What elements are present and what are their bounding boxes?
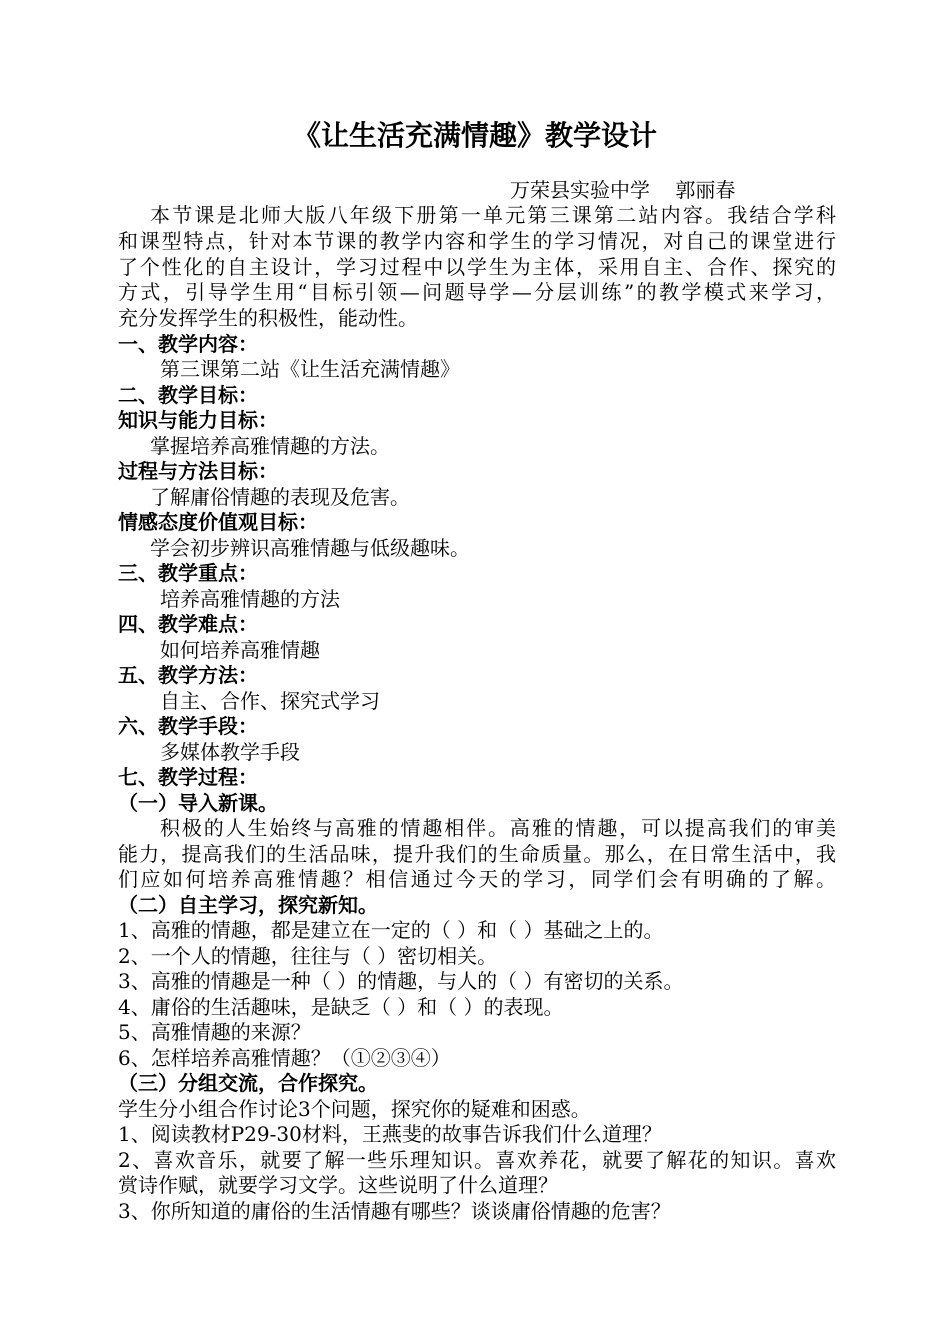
intro-line: 充分发挥学生的积极性，能动性。 xyxy=(118,306,418,330)
step-heading: （三）分组交流，合作探究。 xyxy=(118,1071,378,1095)
step-heading: （二）自主学习，探究新知。 xyxy=(118,893,378,917)
intro-line: 本节课是北师大版八年级下册第一单元第三课第二站内容。我结合学科 xyxy=(150,203,836,227)
question-item: 4、庸俗的生活趣味，是缺乏（ ）和（ ）的表现。 xyxy=(118,995,564,1019)
author-line: 万荣县实验中学 郭丽春 xyxy=(510,178,736,202)
goal-heading: 知识与能力目标： xyxy=(118,408,278,432)
section-text: 自主、合作、探究式学习 xyxy=(160,689,380,713)
section-text: 第三课第二站《让生活充满情趣》 xyxy=(160,357,460,381)
goal-heading: 过程与方法目标： xyxy=(118,459,278,483)
section-heading: 三、教学重点： xyxy=(118,561,258,585)
section-heading: 六、教学手段： xyxy=(118,714,258,738)
section-text: 培养高雅情趣的方法 xyxy=(160,587,340,611)
goal-text: 掌握培养高雅情趣的方法。 xyxy=(150,434,390,458)
section-heading: 七、教学过程： xyxy=(118,765,258,789)
goal-text: 了解庸俗情趣的表现及危害。 xyxy=(150,485,410,509)
step-heading: （一）导入新课。 xyxy=(118,791,278,815)
question-item: 3、你所知道的庸俗的生活情趣有哪些？谈谈庸俗情趣的危害？ xyxy=(118,1199,671,1223)
section-text: 多媒体教学手段 xyxy=(160,740,300,764)
intro-line: 和课型特点，针对本节课的教学内容和学生的学习情况，对自己的课堂进行 xyxy=(118,229,836,253)
intro-line: 了个性化的自主设计，学习过程中以学生为主体，采用自主、合作、探究的 xyxy=(118,255,836,279)
intro-line: 方式，引导学生用“目标引领—问题导学—分层训练”的教学模式来学习， xyxy=(118,280,836,304)
goal-text: 学会初步辨识高雅情趣与低级趣味。 xyxy=(150,536,470,560)
question-item: 2、一个人的情趣，往往与（ ）密切相关。 xyxy=(118,944,498,968)
section-text: 如何培养高雅情趣 xyxy=(160,638,320,662)
page-title: 《让生活充满情趣》教学设计 xyxy=(292,119,657,152)
question-item: 3、高雅的情趣是一种（ ）的情趣，与人的（ ）有密切的关系。 xyxy=(118,969,684,993)
section-heading: 一、教学内容： xyxy=(118,332,258,356)
goal-heading: 情感态度价值观目标： xyxy=(118,510,318,534)
question-item: 6、怎样培养高雅情趣？（①②③④） xyxy=(118,1046,451,1070)
step-text: 们应如何培养高雅情趣？相信通过今天的学习，同学们会有明确的了解。 xyxy=(118,867,836,891)
question-item: 5、高雅情趣的来源？ xyxy=(118,1020,311,1044)
step-text: 学生分小组合作讨论3个问题，探究你的疑难和困惑。 xyxy=(118,1097,591,1121)
step-text: 能力，提高我们的生活品味，提升我们的生命质量。那么，在日常生活中，我 xyxy=(118,842,836,866)
step-text: 积极的人生始终与高雅的情趣相伴。高雅的情趣，可以提高我们的审美 xyxy=(160,816,836,840)
question-item: 赏诗作赋，就要学习文学。这些说明了什么道理？ xyxy=(118,1173,558,1197)
question-item: 1、阅读教材P29-30材料，王燕斐的故事告诉我们什么道理？ xyxy=(118,1122,662,1146)
section-heading: 五、教学方法： xyxy=(118,663,258,687)
section-heading: 二、教学目标： xyxy=(118,383,258,407)
section-heading: 四、教学难点： xyxy=(118,612,258,636)
question-item: 2、喜欢音乐，就要了解一些乐理知识。喜欢养花，就要了解花的知识。喜欢 xyxy=(118,1148,836,1172)
question-item: 1、高雅的情趣，都是建立在一定的（ ）和（ ）基础之上的。 xyxy=(118,918,664,942)
